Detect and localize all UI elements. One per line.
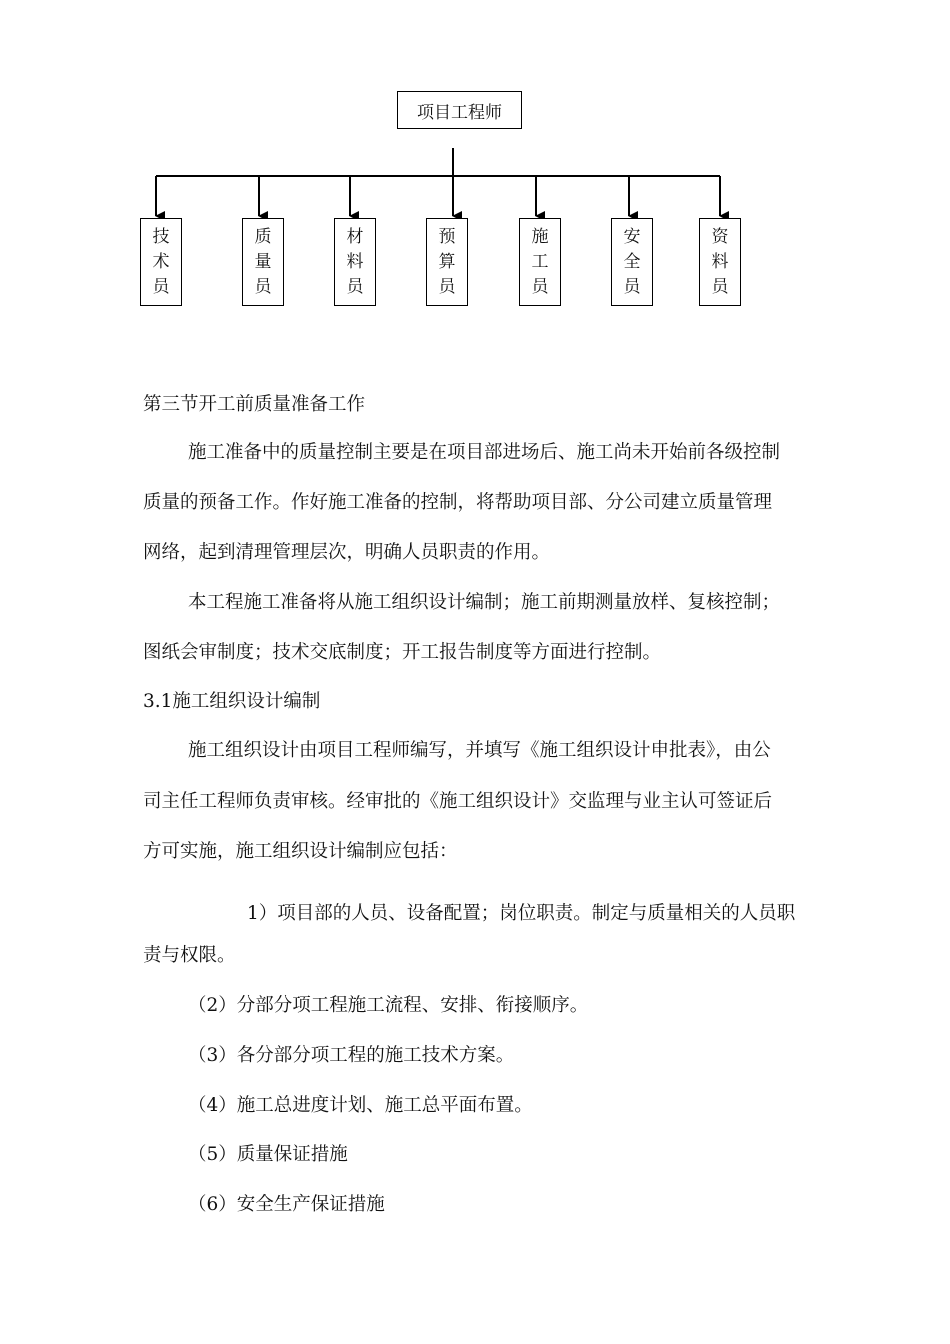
org-box-safety [611,218,653,306]
org-box-label: 施工员 [531,226,549,297]
paragraph-1-line: 质量的预备工作。作好施工准备的控制，将帮助项目部、分公司建立质量管理 [143,492,773,513]
list-item: （6）安全生产保证措施 [188,1194,385,1215]
list-item-1-line: 责与权限。 [143,945,236,966]
paragraph-2-line: 图纸会审制度；技术交底制度；开工报告制度等方面进行控制。 [143,642,662,663]
list-item: （3）各分部分项工程的施工技术方案。 [188,1045,515,1066]
org-box-label: 资料员 [711,226,729,297]
paragraph-2-line: 本工程施工准备将从施工组织设计编制；施工前期测量放样、复核控制； [188,592,781,613]
list-item: （2）分部分项工程施工流程、安排、衔接顺序。 [188,995,589,1016]
org-box-documents [699,218,741,306]
org-box-materials [334,218,376,306]
org-root-label: 项目工程师 [417,102,502,123]
org-box-label: 材料员 [346,226,364,297]
paragraph-3-line: 方可实施，施工组织设计编制应包括： [143,841,458,862]
org-box-quality [242,218,284,306]
org-root-box [397,91,522,129]
list-item-1-line: 1）项目部的人员、设备配置；岗位职责。制定与质量相关的人员职 [247,903,796,924]
org-box-label: 技术员 [152,226,170,297]
paragraph-1-line: 施工准备中的质量控制主要是在项目部进场后、施工尚未开始前各级控制 [188,442,781,463]
org-box-budget [426,218,468,306]
section-heading: 第三节开工前质量准备工作 [143,394,366,415]
org-box-technician [140,218,182,306]
org-box-label: 安全员 [623,226,641,297]
org-box-label: 预算员 [438,226,456,297]
paragraph-3-line: 司主任工程师负责审核。经审批的《施工组织设计》交监理与业主认可签证后 [143,791,773,812]
org-box-label: 质量员 [254,226,272,297]
org-box-construction [519,218,561,306]
paragraph-1-line: 网络，起到清理管理层次，明确人员职责的作用。 [143,542,551,563]
list-item: （4）施工总进度计划、施工总平面布置。 [188,1095,533,1116]
paragraph-3-line: 施工组织设计由项目工程师编写，并填写《施工组织设计申批表》，由公 [188,740,771,761]
subsection-heading: 3.1施工组织设计编制 [143,691,321,712]
list-item: （5）质量保证措施 [188,1144,348,1165]
